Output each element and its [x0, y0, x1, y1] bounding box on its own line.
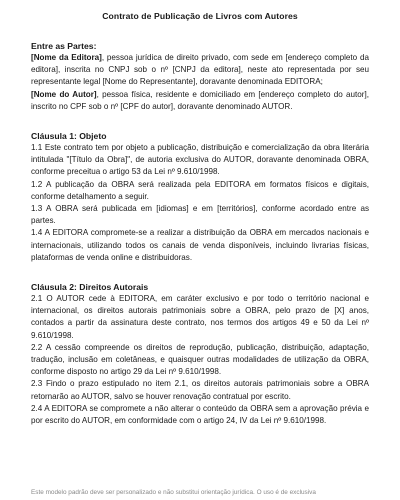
parties-heading: Entre as Partes: — [31, 41, 97, 51]
clause-2-item: 2.2 A cessão compreende os direitos de reprodução, publicação, distribuição, adaptação, tradução, inclusão em coletâneas, e quaisquer outras modalidades de utilização da OBRA, conforme disposto no artigo 29 da Lei nº 9.610/1998. — [31, 342, 369, 377]
publisher-name-placeholder: [Nome da Editora] — [31, 53, 102, 62]
clause-2-item: 2.4 A EDITORA se compromete a não alterar o conteúdo da OBRA sem a aprovação prévia e por escrito do AUTOR, em conformidade com o artigo 24, IV da Lei nº 9.610/1998. — [31, 403, 369, 426]
author-description: , pessoa física, residente e domiciliado em [endereço completo do autor], inscrito no CPF sob o nº [CPF do autor], doravante denominado AUTOR. — [31, 89, 370, 111]
clause-2-item: 2.1 O AUTOR cede à EDITORA, em caráter exclusivo e por todo o território nacional e internacional, os direitos autorais patrimoniais sobre a OBRA, pelo prazo de [X] anos, contados a partir da assinatura deste contrato, nos termos dos artigos 49 e 50 da Lei nº 9.610/1998. — [31, 294, 369, 340]
clause-1-item: 1.3 A OBRA será publicada em [idiomas] e em [territórios], conforme acordado entre as partes. — [31, 204, 369, 226]
clause-1-item: 1.4 A EDITORA compromete-se a realizar a distribuição da OBRA em mercados nacionais e internacionais, utilizando todos os canais de venda disponíveis, incluindo livrarias físicas, plataformas de venda online e distribuidoras. — [31, 228, 369, 262]
clause-1-item: 1.1 Este contrato tem por objeto a publicação, distribuição e comercialização da obra literária intitulada "[Título da Obra]", de autoria exclusiva do AUTOR, doravante denominada OBRA, conforme preceitua o artigo 53 da Lei nº 9.610/1998. — [31, 143, 369, 177]
clause-2-item: 2.3 Findo o prazo estipulado no item 2.1, os direitos autorais patrimoniais sobre a OBRA retornarão ao AUTOR, salvo se houver renovação contratual por escrito. — [31, 379, 369, 401]
author-name-placeholder: [Nome do Autor] — [31, 89, 97, 99]
publisher-paragraph — [31, 52, 369, 89]
author-paragraph — [31, 89, 369, 113]
document-title: Contrato de Publicação de Livros com Autores — [102, 11, 298, 21]
publisher-description: , pessoa jurídica de direito privado, com sede em [endereço completo da editora], inscrita no CNPJ sob o nº [CNPJ da editora], neste ato representada por seu representante legal [Nome do Representante], doravante denominada EDITORA; — [31, 53, 370, 87]
clause-1-item: 1.2 A publicação da OBRA será realizada pela EDITORA em formatos físicos e digitais, conforme detalhamento a seguir. — [31, 179, 369, 201]
clause-2-heading: Cláusula 2: Direitos Autorais — [31, 282, 149, 293]
disclaimer-footer: Este modelo padrão deve ser personalizado e não substitui orientação jurídica. O uso é de exclusiva — [31, 489, 316, 496]
clause-1-heading: Cláusula 1: Objeto — [31, 131, 107, 142]
